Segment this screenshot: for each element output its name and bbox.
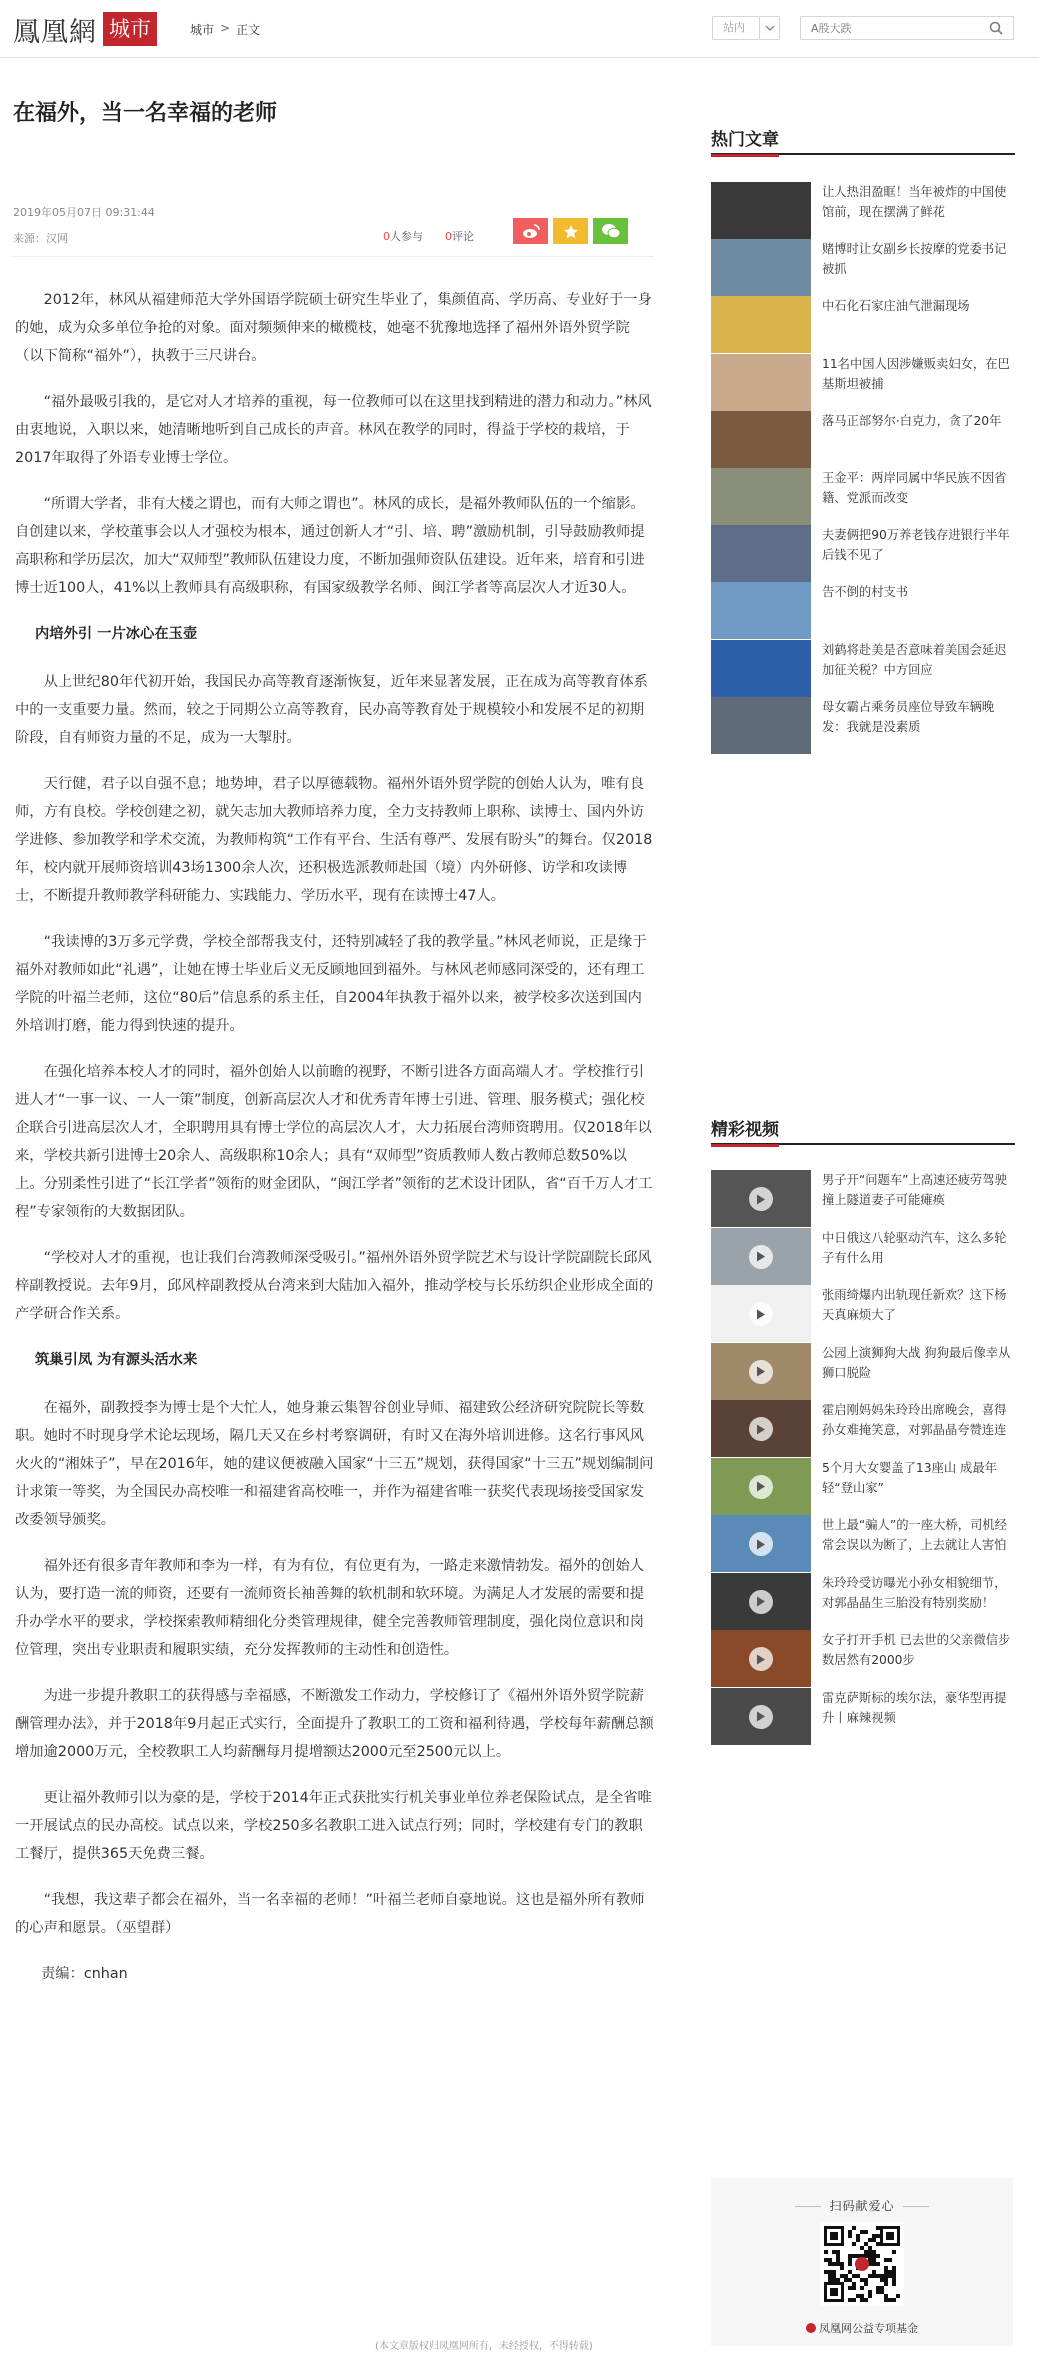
play-icon[interactable] (749, 1532, 773, 1556)
hot-article-title[interactable]: 刘鹤将赴美是否意味着美国会延迟加征关税？中方回应 (822, 642, 1007, 677)
article-thumbnail[interactable] (711, 525, 811, 582)
video-thumbnail[interactable] (711, 1458, 811, 1515)
video-title[interactable]: 张雨绮爆内出轨现任新欢？这下杨天真麻烦大了 (822, 1288, 1007, 1322)
article-thumbnail[interactable] (711, 640, 811, 697)
hot-article-item[interactable] (711, 182, 1015, 239)
play-icon[interactable] (749, 1245, 773, 1269)
paragraph: 从上世纪80年代初开始，我国民办高等教育逐渐恢复，近年来显著发展，正在成为高等教育体系中的一支重要力量。然而，较之于同期公立高等教育，民办高等教育处于规模较小和发展不足的初期阶段，自有师资力量的不足，成为一大掣肘。 (15, 674, 648, 746)
hot-article-item[interactable] (711, 411, 1015, 468)
article-stats (383, 228, 474, 244)
play-icon[interactable] (749, 1417, 773, 1441)
video-item[interactable] (711, 1170, 1015, 1227)
article-thumbnail[interactable] (711, 582, 811, 639)
video-item[interactable] (711, 1630, 1015, 1687)
hot-article-item[interactable] (711, 296, 1015, 353)
hot-article-item[interactable] (711, 354, 1015, 411)
logo-text: 鳳凰網 (13, 16, 97, 48)
article-thumbnail[interactable] (711, 239, 811, 296)
article-source: 来源：汉网 (13, 232, 68, 245)
wechat-icon (601, 223, 621, 239)
video-title[interactable]: 霍启刚妈妈朱玲玲出席晚会，喜得孙女难掩笑意，对郭晶晶夸赞连连 (822, 1403, 1007, 1437)
video-title[interactable]: 男子开“问题车”上高速还疲劳驾驶 撞上隧道妻子可能瘫痪 (822, 1173, 1007, 1207)
video-thumbnail[interactable] (711, 1285, 811, 1342)
video-title[interactable]: 5个月大女婴盖了13座山 成最年轻“登山家” (822, 1460, 997, 1495)
paragraph: 在福外，副教授李为博士是个大忙人，她身兼云集智谷创业导师、福建致公经济研究院院长等数职。她时不时现身学术论坛现场，隔几天又在乡村考察调研，有时又在海外培训进修。这名行事风风火火的“湘妹子”，早在2016年，她的建议便被融入国家“十三五”规划，获得国家“十三五”规划编制问计求策一等奖，为全国民办高校唯一和福建省高校唯一，并作为福建省唯一获奖代表现场接受国家发改委领导颁奖。 (15, 1400, 654, 1528)
search-scope-value: 站内 (723, 21, 745, 34)
play-icon[interactable] (749, 1590, 773, 1614)
donation-qr-panel (711, 2178, 1013, 2346)
video-title[interactable]: 中日俄这八轮驱动汽车，这么多轮子有什么用 (822, 1230, 1007, 1265)
video-item[interactable] (711, 1400, 1015, 1457)
article-thumbnail[interactable] (711, 354, 811, 411)
video-thumbnail[interactable] (711, 1400, 811, 1457)
video-title[interactable]: 公园上演狮狗大战 狗狗最后像幸从狮口脱险 (822, 1345, 1011, 1380)
search-icon[interactable] (979, 17, 1013, 39)
hot-articles-title: 热门文章 (711, 125, 1015, 155)
search-input[interactable] (801, 17, 979, 39)
breadcrumb-current: 正文 (236, 23, 261, 37)
paragraph: 为进一步提升教职工的获得感与幸福感，不断激发工作动力，学校修订了《福州外语外贸学院薪酬管理办法》，并于2018年9月起正式实行，全面提升了教职工的工资和福利待遇，学校每年薪酬总额增加逾2000万元，全校教职工人均薪酬每月提增额达2000元至2500元以上。 (15, 1688, 654, 1760)
weibo-share-button[interactable] (513, 218, 548, 244)
search-scope-select[interactable] (712, 16, 780, 40)
hot-article-item[interactable] (711, 525, 1015, 582)
video-thumbnail[interactable] (711, 1515, 811, 1572)
paragraph: “我读博的3万多元学费，学校全部帮我支付，还特别减轻了我的教学量。”林风老师说，正是缘于福外对教师如此“礼遇”，让她在博士毕业后义无反顾地回到福外。与林风老师感同深受的，还有理工学院的叶福兰老师，这位“80后”信息系的系主任，自2004年执教于福外以来，被学校多次送到国内外培训打磨，能力得到快速的提升。 (15, 934, 647, 1034)
hot-article-title[interactable]: 告不倒的村支书 (822, 585, 909, 600)
video-item[interactable] (711, 1688, 1015, 1745)
videos-title: 精彩视频 (711, 1115, 1015, 1145)
hot-article-title[interactable]: 夫妻俩把90万养老钱存进银行半年后钱不见了 (822, 528, 1010, 563)
play-icon[interactable] (749, 1475, 773, 1499)
paragraph: 2012年，林风从福建师范大学外国语学院硕士研究生毕业了，集颜值高、学历高、专业好于一身的她，成为众多单位争抢的对象。面对频频伸来的橄榄枝，她毫不犹豫地选择了福州外语外贸学院（以下简称“福外”），执教于三尺讲台。 (15, 292, 652, 364)
article-date: 2019年05月07日 09:31:44 (13, 206, 155, 219)
video-title[interactable]: 朱玲玲受访曝光小孙女相貌细节，对郭晶晶生三胎没有特别奖励！ (822, 1575, 1007, 1610)
video-thumbnail[interactable] (711, 1228, 811, 1285)
paragraph: 天行健，君子以自强不息；地势坤，君子以厚德载物。福州外语外贸学院的创始人认为，唯有良师，方有良校。学校创建之初，就矢志加大教师培养力度，全力支持教师上职称、读博士、国内外访学进修、参加教学和学术交流，为教师构筑“工作有平台、生活有尊严、发展有盼头”的舞台。仅2018年，校内就开展师资培训43场1300余人次，还积极选派教师赴国（境）内外研修、访学和攻读博士，不断提升教师教学科研能力、实践能力、学历水平，现有在读博士47人。 (15, 776, 653, 904)
video-item[interactable] (711, 1343, 1015, 1400)
qr-code[interactable] (820, 2222, 904, 2306)
copyright-note: (本文章版权归凤凰网所有，未经授权，不得转载) (375, 2341, 593, 2352)
wechat-share-button[interactable] (593, 218, 628, 244)
video-title[interactable]: 女子打开手机 已去世的父亲微信步数居然有2000步 (822, 1633, 1011, 1667)
hot-article-item[interactable] (711, 239, 1015, 296)
breadcrumb-home[interactable]: 城市 (190, 23, 215, 37)
article-title: 在福外，当一名幸福的老师 (13, 101, 278, 126)
video-item[interactable] (711, 1228, 1015, 1285)
search-box (800, 16, 1014, 40)
share-bar (513, 218, 628, 244)
hot-article-title[interactable]: 王金平：两岸同属中华民族不因省籍、党派而改变 (822, 471, 1007, 505)
play-icon[interactable] (749, 1187, 773, 1211)
article-thumbnail[interactable] (711, 697, 811, 754)
header-divider (13, 256, 654, 257)
join-stat[interactable]: 0人参与 (383, 230, 423, 243)
video-thumbnail[interactable] (711, 1573, 811, 1630)
channel-badge[interactable]: 城市 (103, 12, 157, 46)
video-thumbnail[interactable] (711, 1343, 811, 1400)
article-thumbnail[interactable] (711, 296, 811, 353)
site-header (0, 0, 1039, 58)
video-thumbnail[interactable] (711, 1630, 811, 1687)
editor-credit: 责编：cnhan (41, 1966, 128, 1982)
video-thumbnail[interactable] (711, 1688, 811, 1745)
play-icon[interactable] (749, 1302, 773, 1326)
article-thumbnail[interactable] (711, 411, 811, 468)
hot-article-item[interactable] (711, 468, 1015, 525)
play-icon[interactable] (749, 1360, 773, 1384)
star-icon (563, 224, 579, 239)
chevron-down-icon[interactable] (759, 17, 779, 39)
paragraph: “我想，我这辈子都会在福外，当一名幸福的老师！”叶福兰老师自豪地说。这也是福外所有教师的心声和愿景。（巫望群） (15, 1892, 645, 1936)
favorite-button[interactable] (553, 218, 588, 244)
hot-article-item[interactable] (711, 640, 1015, 697)
article-body (15, 286, 655, 1988)
video-item[interactable] (711, 1458, 1015, 1515)
qr-title: 扫码献爱心 (711, 2197, 1013, 2214)
breadcrumb (190, 21, 260, 38)
hot-article-title[interactable]: 赌博时让女副乡长按摩的党委书记被抓 (822, 242, 1007, 277)
weibo-icon (522, 224, 540, 239)
paragraph: “所谓大学者，非有大楼之谓也，而有大师之谓也”。林风的成长，是福外教师队伍的一个缩影。自创建以来，学校董事会以人才强校为根本，通过创新人才“引、培、聘”激励机制，引导鼓励教师提高职称和学历层次，加大“双师型”教师队伍建设力度，不断加强师资队伍建设。近年来，培育和引进博士近100人，41%以上教师具有高级职称，有国家级教学名师、闽江学者等高层次人才近30人。 (15, 496, 645, 596)
paragraph: 在强化培养本校人才的同时，福外创始人以前瞻的视野，不断引进各方面高端人才。学校推行引进人才“一事一议、一人一策”制度，创新高层次人才和优秀青年博士引进、管理、服务模式；强化校企联合引进高层次人才，全职聘用具有博士学位的高层次人才，大力拓展台湾师资聘用。仅2018年以来，学校共新引进博士20余人、高级职称10余人；具有“双师型”资质教师人数占教师总数50%以上。分别柔性引进了“长江学者”领衔的财金团队，“闽江学者”领衔的艺术设计团队，省“百千万人才工程”专家领衔的大数据团队。 (15, 1064, 653, 1220)
paragraph: 更让福外教师引以为豪的是，学校于2014年正式获批实行机关事业单位养老保险试点，是全省唯一开展试点的民办高校。试点以来，学校250多名教职工进入试点行列；同时，学校建有专门的教职工餐厅，提供365天免费三餐。 (15, 1790, 652, 1862)
paragraph: “学校对人才的重视，也让我们台湾教师深受吸引。”福州外语外贸学院艺术与设计学院副院长邱风梓副教授说。去年9月，邱风梓副教授从台湾来到大陆加入福外，推动学校与长乐纺织企业形成全面的产学研合作关系。 (15, 1250, 654, 1322)
section-heading: 筑巢引凤 为有源头活水来 (35, 1352, 198, 1368)
section-heading: 内培外引 一片冰心在玉壶 (35, 626, 198, 642)
video-title[interactable]: 雷克萨斯标的埃尔法，豪华型再提升丨麻辣视频 (822, 1690, 1007, 1725)
video-item[interactable] (711, 1285, 1015, 1342)
breadcrumb-separator: > (220, 21, 231, 35)
site-logo[interactable] (13, 10, 157, 48)
paragraph: 福外还有很多青年教师和李为一样，有为有位，有位更有为，一路走来激情勃发。福外的创始人认为，要打造一流的师资，还要有一流师资长袖善舞的软机制和软环境。为满足人才发展的需要和提升办学水平的要求，学校探索教师精细化分类管理规律，健全完善教师管理制度，强化岗位意识和岗位管理，突出专业职责和履职实绩，充分发挥教师的主动性和创造性。 (15, 1558, 645, 1658)
hot-article-title[interactable]: 让人热泪盈眶！当年被炸的中国使馆前，现在摆满了鲜花 (822, 185, 1007, 219)
qr-footer: 凤凰网公益专项基金 (711, 2320, 1013, 2336)
article-thumbnail[interactable] (711, 468, 811, 525)
play-icon[interactable] (749, 1705, 773, 1729)
charity-logo-icon (806, 2323, 816, 2333)
play-icon[interactable] (749, 1647, 773, 1671)
video-item[interactable] (711, 1573, 1015, 1630)
hot-article-title[interactable]: 11名中国人因涉嫌贩卖妇女，在巴基斯坦被捕 (822, 356, 1010, 391)
hot-article-title[interactable]: 母女霸占乘务员座位导致车辆晚发：我就是没素质 (822, 699, 995, 734)
hot-article-item[interactable] (711, 582, 1015, 639)
hot-article-title[interactable]: 中石化石家庄油气泄漏现场 (822, 299, 970, 314)
article-thumbnail[interactable] (711, 182, 811, 239)
video-title[interactable]: 世上最“骗人”的一座大桥，司机经常会误以为断了，上去就让人害怕 (822, 1518, 1007, 1552)
comment-stat[interactable]: 0评论 (445, 230, 474, 243)
video-item[interactable] (711, 1515, 1015, 1572)
video-thumbnail[interactable] (711, 1170, 811, 1227)
paragraph: “福外最吸引我的，是它对人才培养的重视，每一位教师可以在这里找到精进的潜力和动力。”林风由衷地说，入职以来，她清晰地听到自己成长的声音。林风在教学的同时，得益于学校的栽培，于2017年取得了外语专业博士学位。 (15, 394, 652, 466)
hot-article-title[interactable]: 落马正部努尔·白克力，贪了20年 (822, 413, 1002, 428)
hot-article-item[interactable] (711, 697, 1015, 754)
